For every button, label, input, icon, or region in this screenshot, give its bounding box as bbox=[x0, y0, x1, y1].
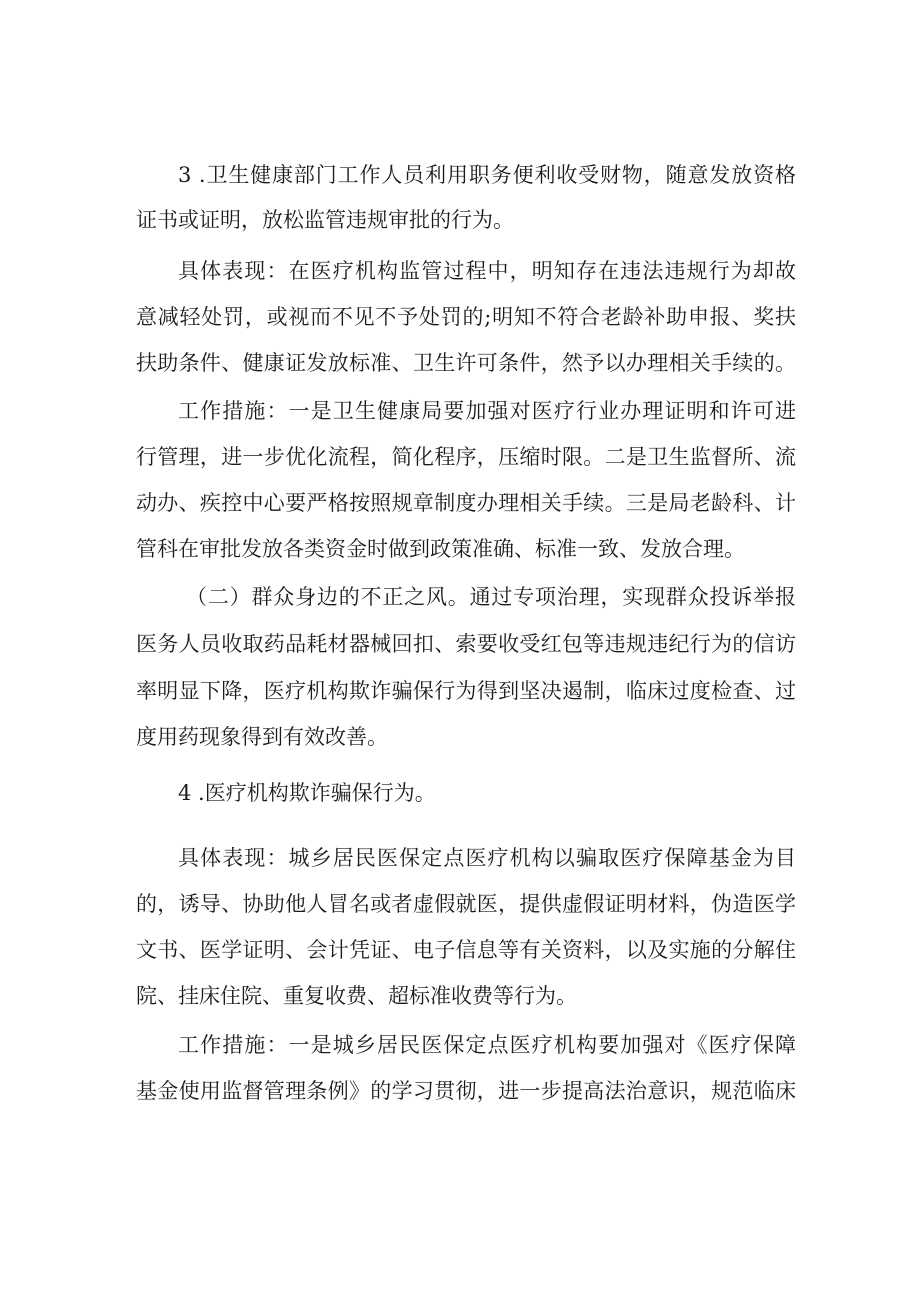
item4-performance-line-1: 具体表现：城乡居民医保定点医疗机构以骗取医疗保障基金为目 bbox=[178, 846, 796, 870]
item4-performance-line-3: 文书、医学证明、会计凭证、电子信息等有关资料，以及实施的分解住 bbox=[136, 938, 796, 962]
item4-measures-line-1: 工作措施：一是城乡居民医保定点医疗机构要加强对《医疗保障 bbox=[178, 1033, 796, 1057]
section2-intro-line-1: （二）群众身边的不正之风。通过专项治理，实现群众投诉举报 bbox=[186, 585, 796, 609]
item3-performance-line-3: 扶助条件、健康证发放标准、卫生许可条件，然予以办理相关手续的。 bbox=[136, 351, 796, 375]
item3-title-line-2: 证书或证明，放松监管违规审批的行为。 bbox=[136, 208, 514, 232]
section2-intro-line-4: 度用药现象得到有效改善。 bbox=[136, 725, 388, 749]
item4-title-line-1: 4 .医疗机构欺诈骗保行为。 bbox=[178, 781, 436, 805]
item3-measures-line-4: 管科在审批发放各类资金时做到政策准确、标准一致、发放合理。 bbox=[136, 537, 745, 561]
item3-performance-line-2: 意减轻处罚，或视而不见不予处罚的;明知不符合老龄补助申报、奖扶 bbox=[136, 305, 796, 329]
item4-performance-line-4: 院、挂床住院、重复收费、超标准收费等行为。 bbox=[136, 984, 577, 1008]
item3-measures-line-1: 工作措施：一是卫生健康局要加强对医疗行业办理证明和许可进 bbox=[178, 399, 796, 423]
item3-measures-line-3: 动办、疾控中心要严格按照规章制度办理相关手续。三是局老龄科、计 bbox=[136, 491, 796, 515]
section2-intro-line-3: 率明显下降，医疗机构欺诈骗保行为得到坚决遏制，临床过度检查、过 bbox=[136, 679, 796, 703]
section2-intro-line-2: 医务人员收取药品耗材器械回扣、索要收受红包等违规违纪行为的信访 bbox=[136, 632, 796, 656]
item4-performance-line-2: 的，诱导、协助他人冒名或者虚假就医，提供虚假证明材料，伪造医学 bbox=[136, 892, 796, 916]
item3-measures-line-2: 行管理，进一步优化流程，简化程序，压缩时限。二是卫生监督所、流 bbox=[136, 445, 796, 469]
item4-measures-line-2: 基金使用监督管理条例》的学习贯彻，进一步提高法治意识，规范临床 bbox=[136, 1079, 796, 1103]
item3-performance-line-1: 具体表现：在医疗机构监管过程中，明知存在违法违规行为却故 bbox=[178, 259, 796, 283]
item3-title-line-1: 3 .卫生健康部门工作人员利用职务便利收受财物，随意发放资格 bbox=[178, 163, 796, 187]
